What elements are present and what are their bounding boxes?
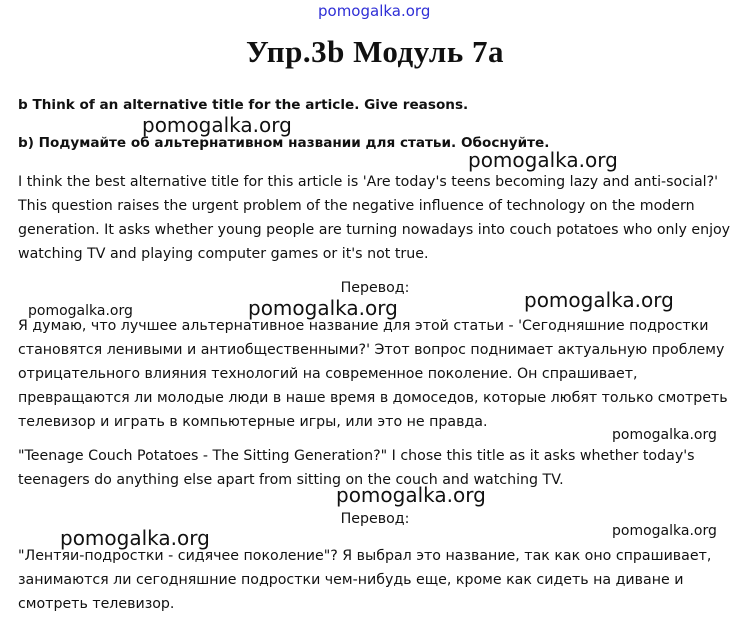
watermark: pomogalka.org <box>28 303 133 319</box>
watermark: pomogalka.org <box>612 523 717 539</box>
watermark-top: pomogalka.org <box>318 2 431 20</box>
watermark: pomogalka.org <box>612 427 717 443</box>
page-title: Упр.3b Модуль 7a <box>246 34 504 69</box>
watermark: pomogalka.org <box>336 483 486 507</box>
answer2-russian: "Лентяи-подростки - сидячее поколение"? Я выбрал это название, так как оно спрашивает, занимаются ли сегодняшние подростки чем-нибудь еще, кроме как сидеть на диване и смотреть телевизор. <box>18 548 712 612</box>
answer1-english: I think the best alternative title for this article is 'Are today's teens becoming lazy and anti-social?' This question raises the urgent problem of the negative influence of technology on the modern generation. It asks whether young people are turning nowadays into couch potatoes who only enjoy watching TV and playing computer games or it's not true. <box>18 174 731 262</box>
watermark: pomogalka.org <box>142 113 292 137</box>
answer1-russian: Я думаю, что лучшее альтернативное название для этой статьи - 'Сегодняшние подростки становятся ленивыми и антиобщественными?' Этот вопрос поднимает актуальную проблему отрицательного влияния технологий на современное поколение. Он спрашивает, превращаются ли молодые люди в наше время в домоседов, которые любят только смотреть телевизор и играть в компьютерные игры, или это не правда. <box>18 318 728 430</box>
watermark: pomogalka.org <box>468 148 618 172</box>
translation-label-1: Перевод: <box>340 280 410 296</box>
task-english: b Think of an alternative title for the article. Give reasons. <box>18 97 469 113</box>
watermark: pomogalka.org <box>524 288 674 312</box>
answer2-english: "Teenage Couch Potatoes - The Sitting Generation?" I chose this title as it asks whether today's teenagers do anything else apart from sitting on the couch and watching TV. <box>18 448 695 488</box>
task-russian: b) Подумайте об альтернативном названии для статьи. Обоснуйте. <box>18 135 550 151</box>
watermark: pomogalka.org <box>248 296 398 320</box>
translation-label-2: Перевод: <box>340 511 410 527</box>
watermark: pomogalka.org <box>60 526 210 550</box>
